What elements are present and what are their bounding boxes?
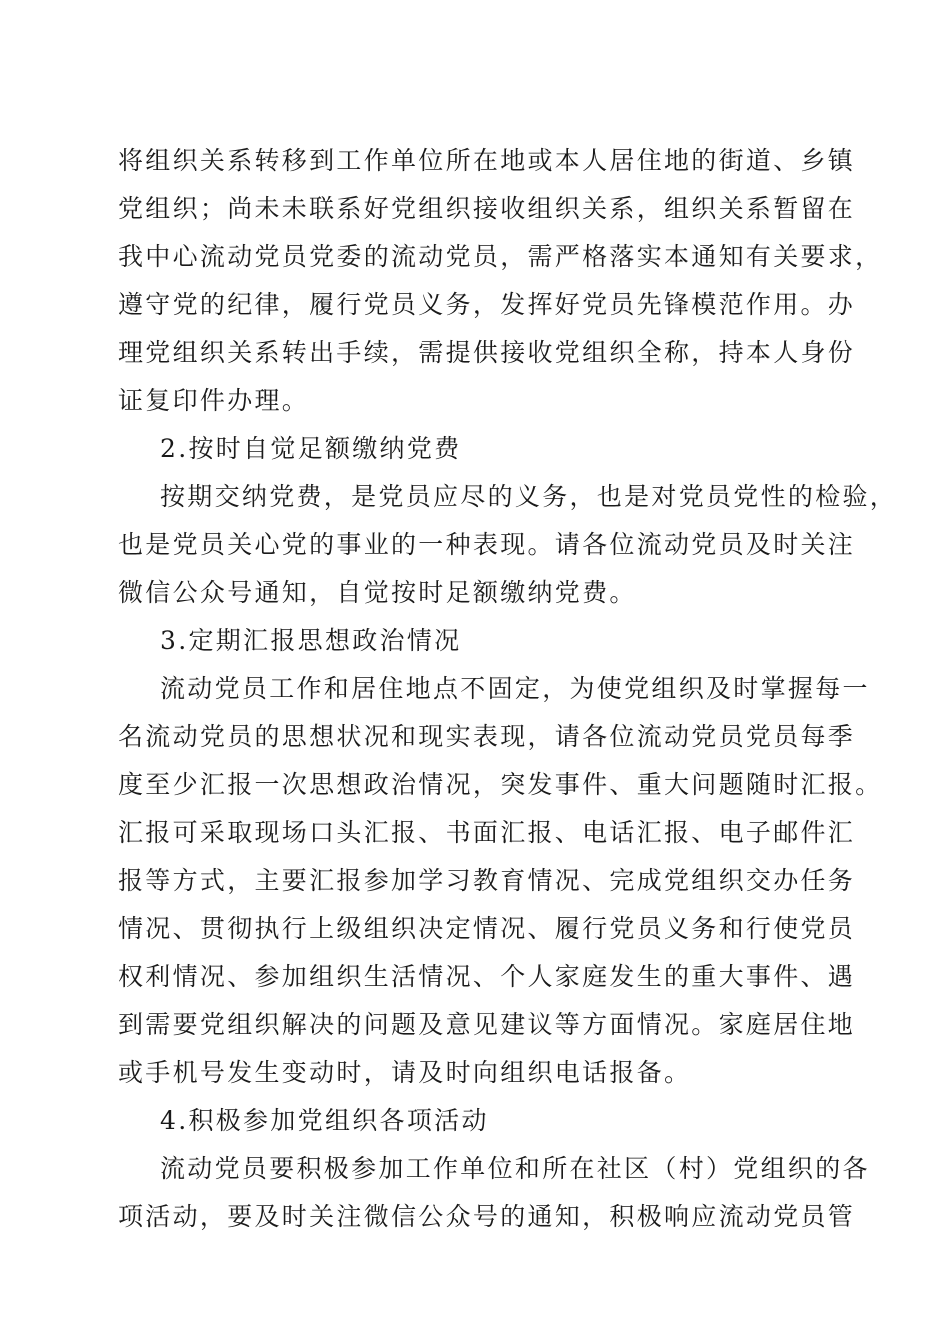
paragraph-line: 或手机号发生变动时，请及时向组织电话报备。	[118, 1058, 692, 1087]
section-heading-3: 3.定期汇报思想政治情况	[160, 626, 462, 655]
paragraph-line: 流动党员要积极参加工作单位和所在社区（村）党组织的各	[160, 1154, 870, 1183]
paragraph-line: 到需要党组织解决的问题及意见建议等方面情况。家庭居住地	[118, 1010, 856, 1039]
section-heading-2: 2.按时自觉足额缴纳党费	[160, 434, 462, 463]
paragraph-line: 我中心流动党员党委的流动党员，需严格落实本通知有关要求，	[118, 242, 883, 271]
paragraph-line: 名流动党员的思想状况和现实表现，请各位流动党员党员每季	[118, 722, 856, 751]
paragraph-line: 流动党员工作和居住地点不固定，为使党组织及时掌握每一	[160, 674, 870, 703]
paragraph-line: 汇报可采取现场口头汇报、书面汇报、电话汇报、电子邮件汇	[118, 818, 856, 847]
paragraph-line: 度至少汇报一次思想政治情况，突发事件、重大问题随时汇报。	[118, 770, 883, 799]
paragraph-line: 将组织关系转移到工作单位所在地或本人居住地的街道、乡镇	[118, 146, 856, 175]
paragraph-line: 按期交纳党费，是党员应尽的义务，也是对党员党性的检验，	[160, 482, 898, 511]
paragraph-line: 项活动，要及时关注微信公众号的通知，积极响应流动党员管	[118, 1202, 856, 1231]
paragraph-line: 也是党员关心党的事业的一种表现。请各位流动党员及时关注	[118, 530, 856, 559]
paragraph-line: 微信公众号通知，自觉按时足额缴纳党费。	[118, 578, 637, 607]
section-heading-4: 4.积极参加党组织各项活动	[160, 1106, 489, 1135]
paragraph-line: 证复印件办理。	[118, 386, 310, 415]
paragraph-line: 报等方式，主要汇报参加学习教育情况、完成党组织交办任务	[118, 866, 856, 895]
paragraph-line: 理党组织关系转出手续，需提供接收党组织全称，持本人身份	[118, 338, 856, 367]
paragraph-line: 遵守党的纪律，履行党员义务，发挥好党员先锋模范作用。办	[118, 290, 856, 319]
paragraph-line: 情况、贯彻执行上级组织决定情况、履行党员义务和行使党员	[118, 914, 856, 943]
paragraph-line: 权利情况、参加组织生活情况、个人家庭发生的重大事件、遇	[118, 962, 856, 991]
paragraph-line: 党组织；尚未未联系好党组织接收组织关系，组织关系暂留在	[118, 194, 856, 223]
